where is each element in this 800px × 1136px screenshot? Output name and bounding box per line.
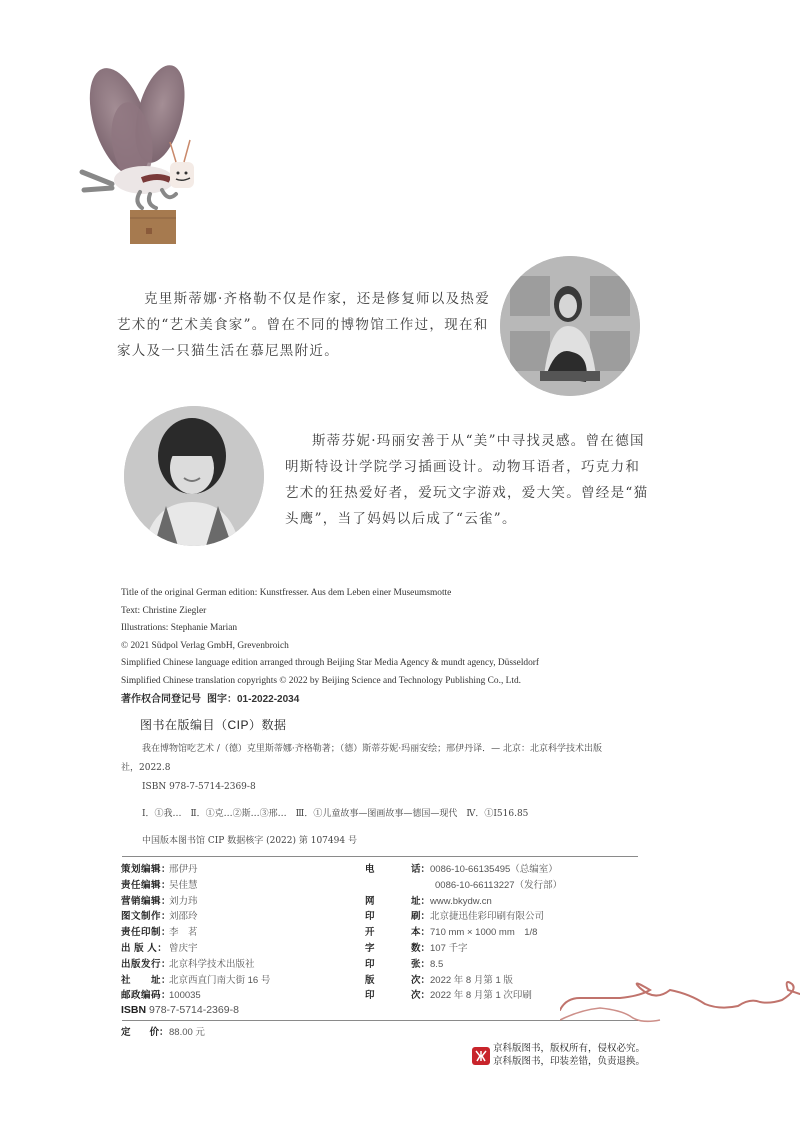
rights-english xyxy=(121,585,601,691)
colophon-row: 出版发行：北京科学技术出版社 xyxy=(121,958,255,970)
colophon-row: 版 次：2022 年 8 月第 1 版 xyxy=(365,974,513,986)
colophon-row: 策划编辑：邢伊丹 xyxy=(121,864,198,875)
colophon-left xyxy=(121,862,270,1004)
isbn-label: ISBN xyxy=(121,1004,147,1016)
cip-isbn: ISBN 978-7-5714-2369-8 xyxy=(142,782,256,792)
illustrator-bio xyxy=(285,428,650,532)
price-value: 88.00 元 xyxy=(169,1027,205,1038)
isbn-value: 978-7-5714-2369-8 xyxy=(146,1004,239,1016)
copyright-line: © 2021 Südpol Verlag GmbH, Grevenbroich xyxy=(121,640,289,651)
cip-description-cont: 社，2022.8 xyxy=(121,763,171,773)
isbn-line xyxy=(121,1004,239,1016)
colophon-row: 开 本：710 mm × 1000 mm 1/8 xyxy=(365,927,538,939)
stamp-copyright-line: 京科版图书，版权所有，侵权必究。 xyxy=(493,1043,646,1054)
cip-title: 图书在版编目（CIP）数据 xyxy=(140,718,287,732)
author-bio-text: 克里斯蒂娜·齐格勒不仅是作家，还是修复师以及热爱艺术的“艺术美食家”。曾在不同的博物馆工作过，现在和家人及一只猫生活在慕尼黑附近。 xyxy=(117,291,490,359)
stamp-return-line: 京科版图书，印装差错，负责退换。 xyxy=(493,1055,646,1067)
colophon-row: 印 刷：北京捷迅佳彩印刷有限公司 xyxy=(365,911,545,923)
colophon-row: 网 址：www.bkydw.cn xyxy=(365,895,492,907)
colophon-row: 0086-10-66113227（发行部） xyxy=(435,879,563,891)
author-bio xyxy=(117,286,497,364)
colophon-row: 电 话：0086-10-66135495（总编室） xyxy=(365,864,558,875)
colophon-row: 营销编辑：刘力玮 xyxy=(121,895,198,907)
cip-data xyxy=(121,740,641,851)
website-link: www.bkydw.cn xyxy=(430,895,492,907)
colophon-row: 字 数：107 千字 xyxy=(365,942,468,954)
illustrations-credit-line: Illustrations: Stephanie Marian xyxy=(121,623,238,634)
colophon-row: 责任印制：李 茗 xyxy=(121,927,198,939)
divider-top xyxy=(122,856,638,857)
illustrator-bio-text: 斯蒂芬妮·玛丽安善于从“美”中寻找灵感。曾在德国明斯特设计学院学习插画设计。动物耳语者，巧克力和艺术的狂热爱好者，爱玩文字游戏，爱大笑。曾经是“猫头鹰”，当了妈妈以后成了“云雀”。 xyxy=(285,433,649,527)
colophon-row: 图文制作：刘邵玲 xyxy=(121,911,198,923)
cip-verify-number: 中国版本图书馆 CIP 数据核字 (2022) 第 107494 号 xyxy=(142,836,357,846)
colophon-right xyxy=(365,862,562,1004)
cip-description: 我在博物馆吃艺术 /（德）克里斯蒂娜·齐格勒著；（德）斯蒂芬妮·玛丽安绘；邢伊丹译．— 北京：北京科学技术出版 xyxy=(142,744,602,754)
colophon-row: 责任编辑：吴佳慧 xyxy=(121,879,198,891)
original-title-line: Title of the original German edition: Kunstfresser. Aus dem Leben einer Museumsmotte xyxy=(121,588,452,598)
price-label: 定 价： xyxy=(121,1027,169,1038)
colophon-row: 印 张：8.5 xyxy=(365,958,444,970)
publisher-logo-icon xyxy=(472,1047,490,1065)
contract-number: 图字：01-2022-2034 xyxy=(207,694,300,705)
illustrator-photo xyxy=(124,406,264,546)
arrangement-line: Simplified Chinese language edition arranged through Beijing Star Media Agency & mundt agency, Düsseldorf xyxy=(121,658,540,669)
price-line xyxy=(121,1024,205,1038)
moth-illustration xyxy=(72,62,212,247)
thread-decoration xyxy=(560,980,800,1040)
colophon-row: 邮政编码：100035 xyxy=(121,990,201,1002)
colophon-row: 出 版 人： 曾庆宇 xyxy=(121,942,198,954)
contract-label: 著作权合同登记号 xyxy=(121,694,201,705)
colophon-row: 社 址：北京西直门南大街 16 号 xyxy=(121,974,271,986)
cip-classification: Ⅰ．①我… Ⅱ．①克…②斯…③邢… Ⅲ．①儿童故事—图画故事—德国—现代 Ⅳ．①I516.85 xyxy=(142,809,529,819)
translation-copyright-line: Simplified Chinese translation copyrights © 2022 by Beijing Science and Technology Publishing Co., Ltd. xyxy=(121,675,522,686)
author-photo xyxy=(500,256,640,396)
publisher-stamp xyxy=(472,1043,645,1068)
contract-registration xyxy=(121,690,299,705)
text-credit-line: Text: Christine Ziegler xyxy=(121,605,207,616)
colophon-row: 印 次：2022 年 8 月第 1 次印刷 xyxy=(365,990,532,1002)
